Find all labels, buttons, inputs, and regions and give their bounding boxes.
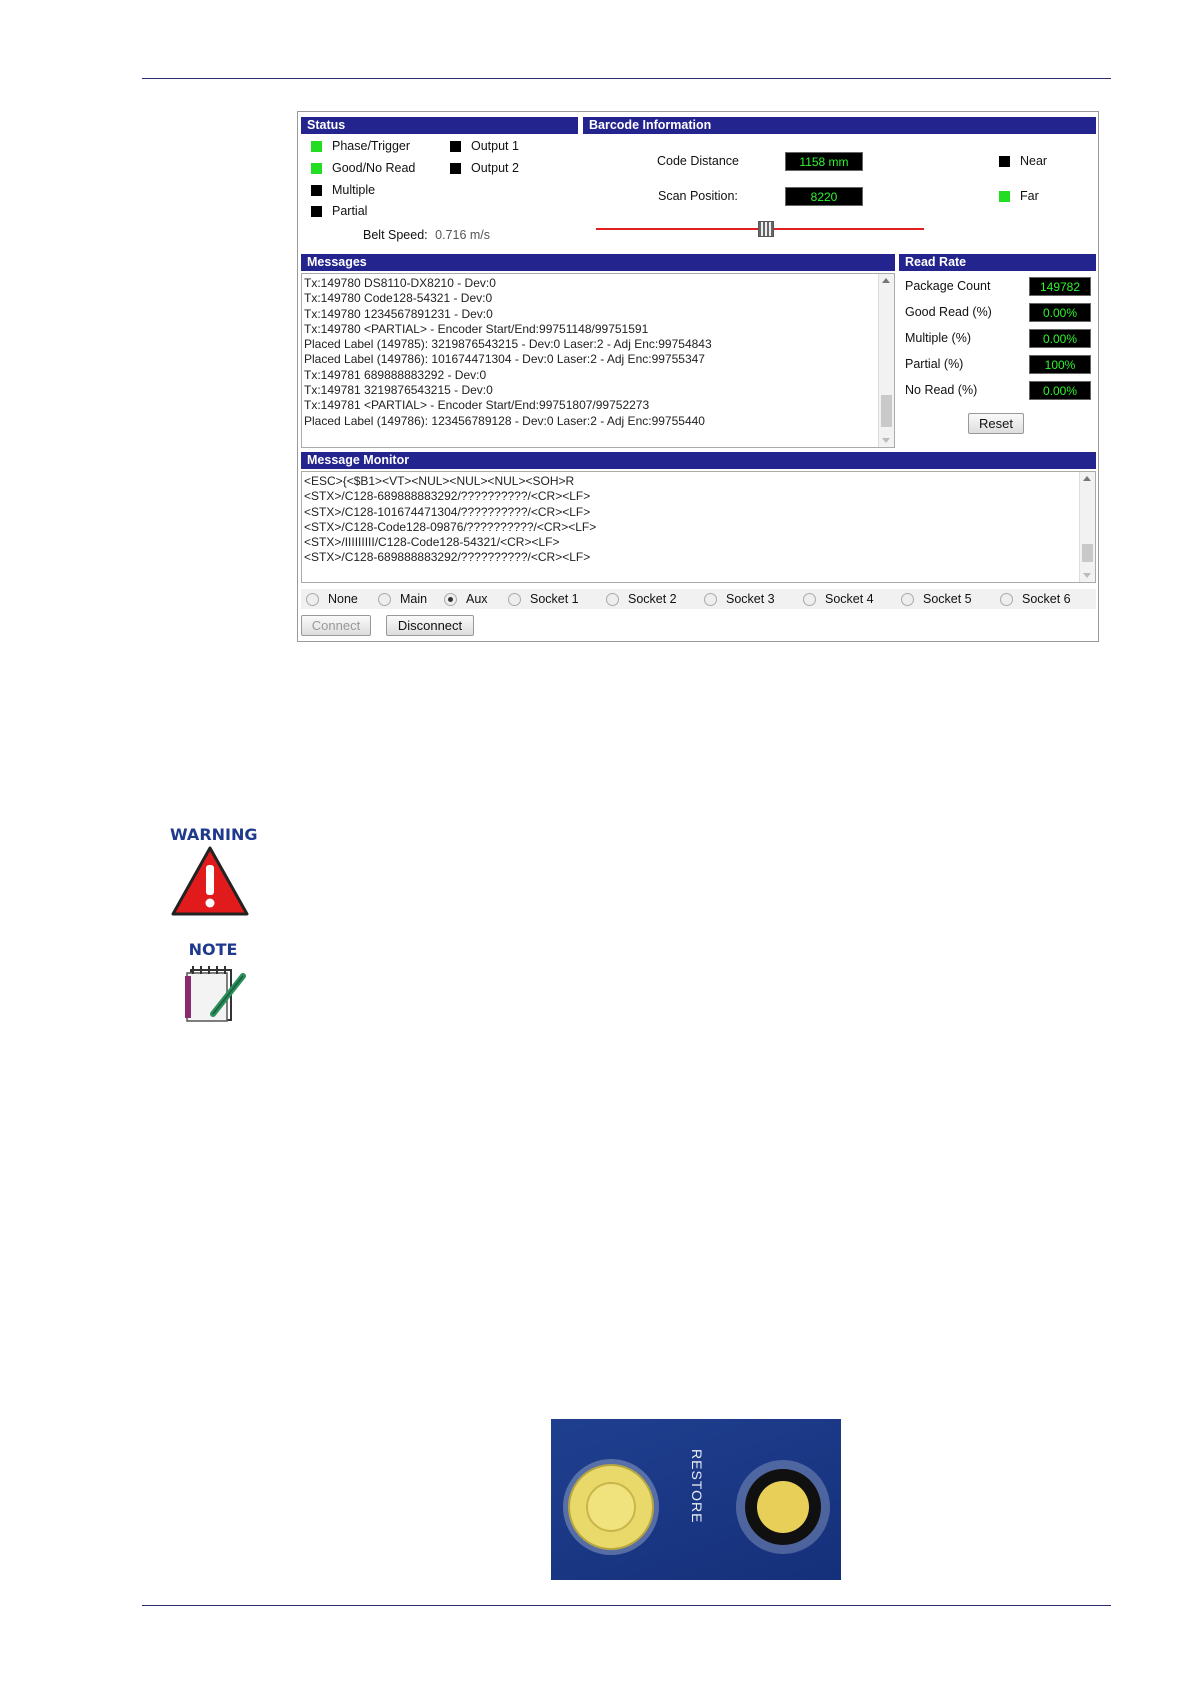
indicator-good-no-read: Good/No Read (311, 161, 415, 175)
messages-scrollbar[interactable] (878, 274, 894, 447)
channel-option-socket-5[interactable]: Socket 5 (901, 589, 972, 609)
indicator-output-1: Output 1 (450, 139, 519, 153)
position-slider-handle[interactable] (758, 221, 774, 237)
monitor-line: <STX>/C128-689888883292/??????????/<CR><LF> (304, 489, 591, 504)
monitor-log[interactable] (301, 471, 1096, 583)
channel-option-aux[interactable]: Aux (444, 589, 488, 609)
messages-section (301, 254, 895, 447)
far-indicator: Far (999, 189, 1039, 203)
radio-selected-icon[interactable] (444, 593, 457, 606)
radio-icon[interactable] (508, 593, 521, 606)
note-callout (175, 940, 255, 1025)
warning-callout (164, 825, 260, 919)
monitor-scroll-thumb[interactable] (1082, 544, 1093, 562)
multiple-rate-label: Multiple (%) (905, 331, 971, 345)
channel-option-socket-1[interactable]: Socket 1 (508, 589, 579, 609)
message-line: Placed Label (149786): 123456789128 - Dev:0 Laser:2 - Adj Enc:99755440 (304, 413, 705, 428)
notepad-pen-icon (181, 960, 253, 1024)
message-monitor-section (301, 452, 1096, 582)
barcode-info-header: Barcode Information (583, 117, 1096, 134)
no-read-display: 0.00% (1029, 381, 1091, 400)
restore-button-photo (551, 1419, 841, 1580)
messages-scroll-thumb[interactable] (881, 395, 892, 427)
code-distance-display: 1158 mm (785, 152, 863, 171)
messages-lines (302, 274, 894, 429)
channel-option-socket-6[interactable]: Socket 6 (1000, 589, 1071, 609)
indicator-partial: Partial (311, 204, 367, 218)
scan-position-display: 8220 (785, 187, 863, 206)
good-read-label: Good Read (%) (905, 305, 992, 319)
good-read-display: 0.00% (1029, 303, 1091, 322)
status-led-icon (450, 163, 461, 174)
scroll-up-icon[interactable] (882, 278, 890, 283)
radio-icon[interactable] (1000, 593, 1013, 606)
channel-option-socket-4[interactable]: Socket 4 (803, 589, 874, 609)
radio-icon[interactable] (901, 593, 914, 606)
read-rate-section (899, 254, 1096, 447)
message-line: Tx:149781 <PARTIAL> - Encoder Start/End:99751807/99752273 (304, 398, 650, 413)
monitor-lines (302, 472, 1095, 566)
indicator-multiple: Multiple (311, 183, 375, 197)
warning-triangle-icon (170, 845, 250, 917)
message-line: Tx:149781 689888883292 - Dev:0 (304, 367, 487, 382)
restore-label: RESTORE (689, 1449, 705, 1524)
bottom-rule (142, 1605, 1111, 1606)
belt-speed-label: Belt Speed: (363, 228, 428, 242)
monitor-line: <ESC>{<$B1><VT><NUL><NUL><NUL><SOH>R (304, 474, 575, 488)
channel-option-socket-3[interactable]: Socket 3 (704, 589, 775, 609)
scroll-down-icon[interactable] (1083, 573, 1091, 578)
message-line: Tx:149780 1234567891231 - Dev:0 (304, 306, 493, 321)
belt-speed-value: 0.716 m/s (435, 228, 491, 242)
code-distance-label: Code Distance (657, 154, 739, 168)
read-rate-header: Read Rate (899, 254, 1096, 271)
restore-buttons-icon (551, 1419, 841, 1580)
message-line: Tx:149780 Code128-54321 - Dev:0 (304, 291, 493, 306)
indicator-phase-trigger: Phase/Trigger (311, 139, 410, 153)
scanner-monitor-panel (297, 111, 1099, 642)
multiple-rate-display: 0.00% (1029, 329, 1091, 348)
package-count-display: 149782 (1029, 277, 1091, 296)
disconnect-button[interactable]: Disconnect (386, 615, 474, 636)
message-line: Tx:149781 3219876543215 - Dev:0 (304, 383, 493, 398)
far-led-icon (999, 191, 1010, 202)
monitor-line: <STX>/IIIIIIIII/C128-Code128-54321/<CR><LF> (304, 535, 560, 550)
status-led-icon (311, 185, 322, 196)
radio-icon[interactable] (803, 593, 816, 606)
status-section (301, 117, 578, 245)
status-led-icon (311, 163, 322, 174)
channel-option-none[interactable]: None (306, 589, 358, 609)
indicator-output-2: Output 2 (450, 161, 519, 175)
message-line: Placed Label (149786): 101674471304 - Dev:0 Laser:2 - Adj Enc:99755347 (304, 352, 705, 367)
partial-rate-label: Partial (%) (905, 357, 964, 371)
message-line: Placed Label (149785): 3219876543215 - Dev:0 Laser:2 - Adj Enc:99754843 (304, 337, 712, 352)
radio-icon[interactable] (378, 593, 391, 606)
belt-speed (363, 228, 490, 242)
warning-label: WARNING (170, 825, 258, 844)
connect-button[interactable]: Connect (301, 615, 371, 636)
message-line: Tx:149780 DS8110-DX8210 - Dev:0 (304, 276, 496, 290)
scroll-down-icon[interactable] (882, 438, 890, 443)
status-header: Status (301, 117, 578, 134)
top-rule (142, 78, 1111, 79)
radio-icon[interactable] (606, 593, 619, 606)
message-line: Tx:149780 <PARTIAL> - Encoder Start/End:99751148/99751591 (304, 321, 649, 336)
near-led-icon (999, 156, 1010, 167)
channel-option-main[interactable]: Main (378, 589, 427, 609)
monitor-scrollbar[interactable] (1079, 472, 1095, 582)
status-led-icon (311, 141, 322, 152)
partial-rate-display: 100% (1029, 355, 1091, 374)
note-label: NOTE (188, 940, 238, 959)
scroll-up-icon[interactable] (1083, 476, 1091, 481)
near-indicator: Near (999, 154, 1047, 168)
messages-header: Messages (301, 254, 895, 271)
reset-button[interactable]: Reset (968, 413, 1024, 434)
monitor-line: <STX>/C128-Code128-09876/??????????/<CR><LF> (304, 519, 597, 534)
package-count-label: Package Count (905, 279, 991, 293)
radio-icon[interactable] (306, 593, 319, 606)
channel-selector (301, 589, 1096, 609)
message-monitor-header: Message Monitor (301, 452, 1096, 469)
monitor-line: <STX>/C128-101674471304/??????????/<CR><LF> (304, 504, 591, 519)
no-read-label: No Read (%) (905, 383, 978, 397)
messages-log[interactable] (301, 273, 895, 448)
channel-option-socket-2[interactable]: Socket 2 (606, 589, 677, 609)
status-led-icon (450, 141, 461, 152)
barcode-info-section (583, 117, 1096, 245)
radio-icon[interactable] (704, 593, 717, 606)
status-led-icon (311, 206, 322, 217)
monitor-line: <STX>/C128-689888883292/??????????/<CR><LF> (304, 550, 591, 565)
scan-position-label: Scan Position: (658, 189, 738, 203)
